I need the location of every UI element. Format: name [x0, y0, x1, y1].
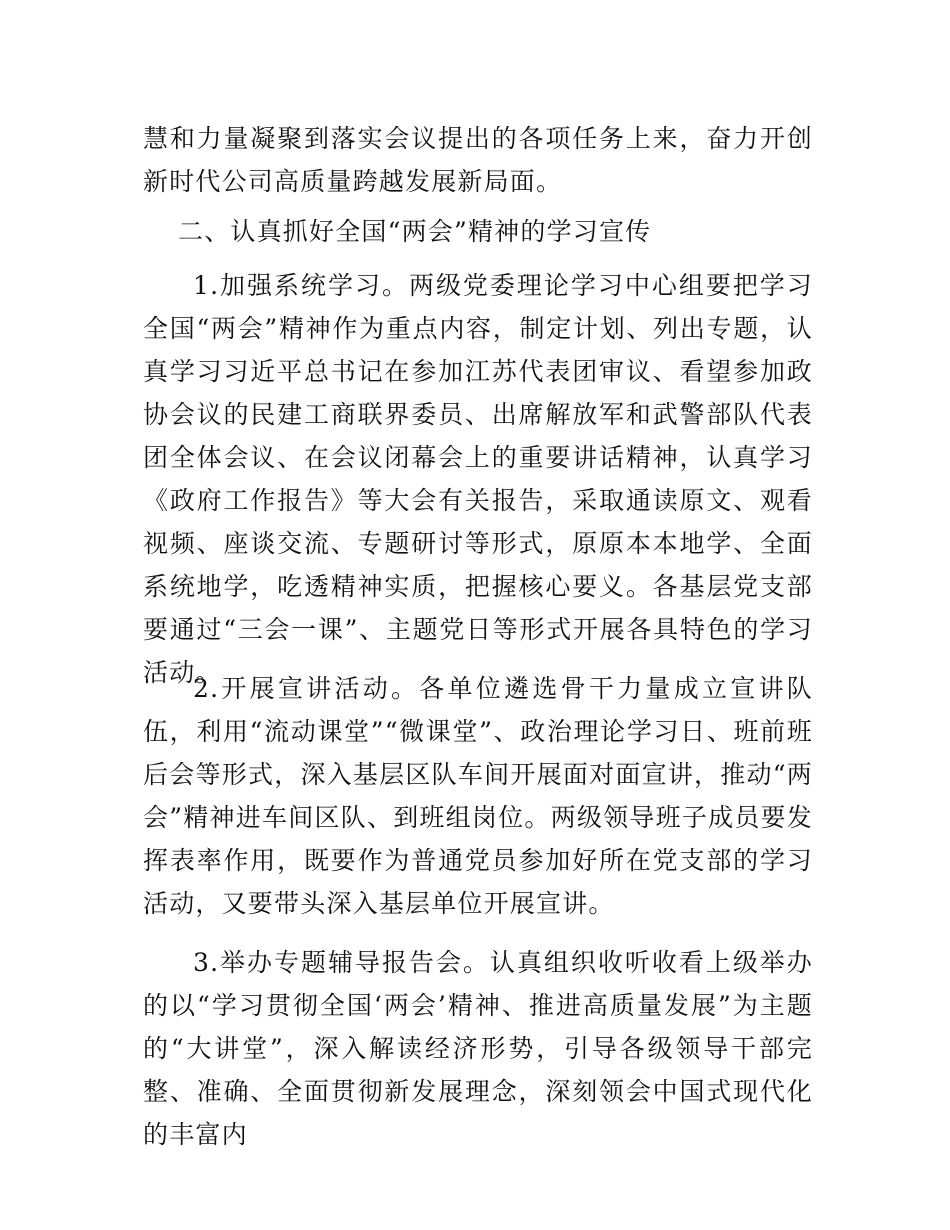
- paragraph-lecture: [143, 941, 813, 1156]
- paragraph-continuation: [143, 117, 813, 203]
- paragraph-text: 慧和力量凝聚到落实会议提出的各项任务上来，奋力开创新时代公司高质量跨越发展新局面。: [143, 124, 813, 196]
- section-heading: [143, 210, 813, 253]
- paragraph-text: 1.加强系统学习。两级党委理论学习中心组要把学习全国“两会”精神作为重点内容，制定计划、列出专题，认真学习习近平总书记在参加江苏代表团审议、看望参加政协会议的民建工商联界委员、出席解放军和武警部队代表团全体会议、在会议闭幕会上的重要讲话精神，认真学习《政府工作报告》等大会有关报告，采取通读原文、观看视频、座谈交流、专题研讨等形式，原原本本地学、全面系统地学，吃透精神实质，把握核心要义。各基层党支部要通过“三会一课”、主题党日等形式开展各具特色的学习活动。: [143, 271, 813, 687]
- section-heading-text: 二、认真抓好全国“两会”精神的学习宣传: [178, 217, 652, 246]
- paragraph-text: 3.举办专题辅导报告会。认真组织收听收看上级举办的以“学习贯彻全国‘两会’精神、推进高质量发展”为主题的“大讲堂”，深入解读经济形势，引导各级领导干部完整、准确、全面贯彻新发展理念，深刻领会中国式现代化的丰富内: [143, 948, 813, 1149]
- paragraph-outreach: [143, 667, 813, 925]
- paragraph-text: 2.开展宣讲活动。各单位遴选骨干力量成立宣讲队伍，利用“流动课堂”“微课堂”、政治理论学习日、班前班后会等形式，深入基层区队车间开展面对面宣讲，推动“两会”精神进车间区队、到班组岗位。两级领导班子成员要发挥表率作用，既要作为普通党员参加好所在党支部的学习活动，又要带头深入基层单位开展宣讲。: [143, 674, 813, 918]
- paragraph-study: [143, 264, 813, 694]
